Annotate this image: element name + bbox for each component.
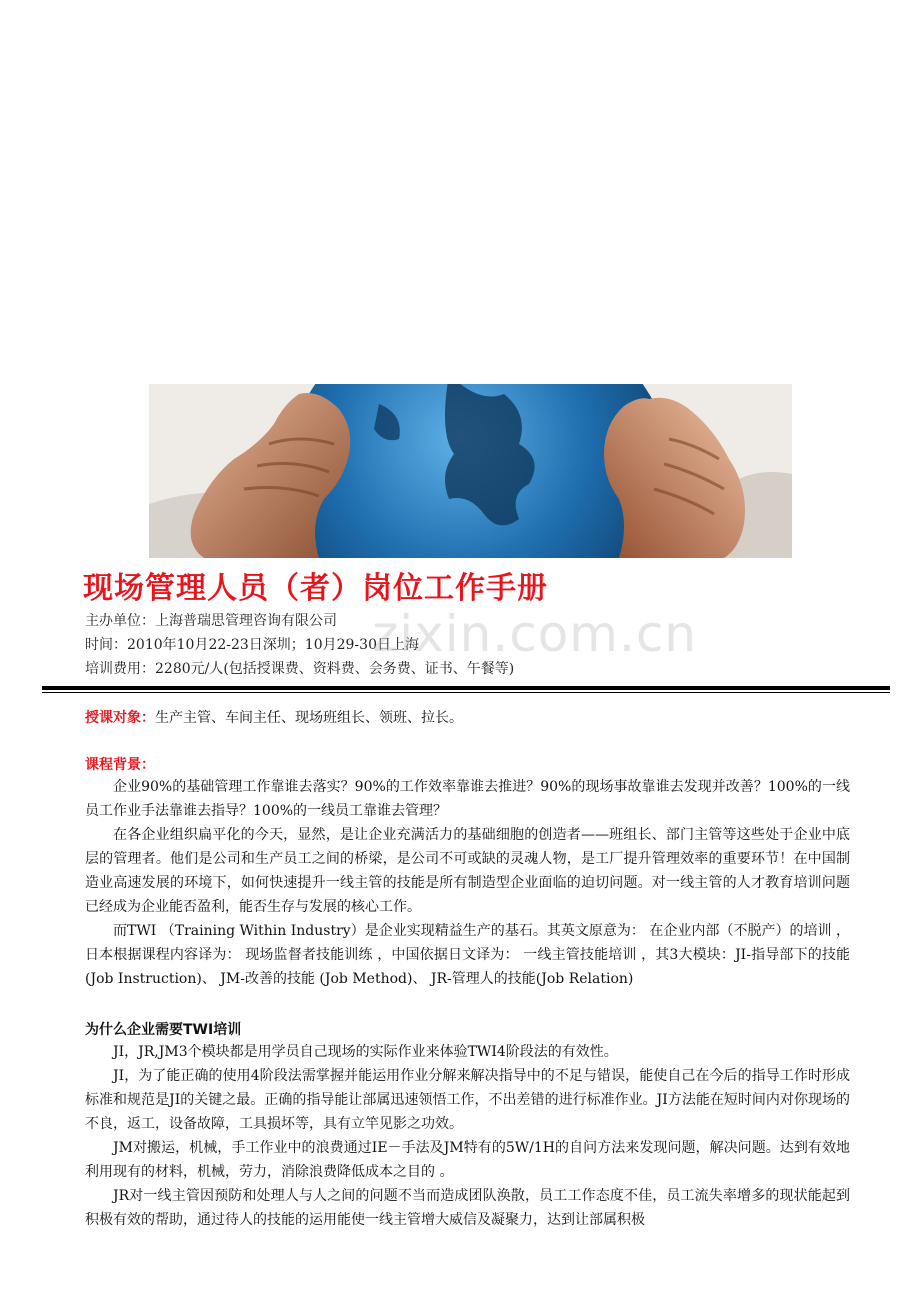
divider-thick	[42, 686, 890, 690]
background-paragraph-2: 在各企业组织扁平化的今天，显然，是让企业充满活力的基础细胞的创造者——班组长、部门主管等这些处于企业中底层的管理者。他们是公司和生产员工之间的桥梁，是公司不可或缺的灵魂人物，是工厂提升管理效率的重要环节！在中国制造业高速发展的环境下，如何快速提升一线主管的技能是所有制造型企业面临的迫切问题。对一线主管的人才教育培训问题已经成为企业能否盈利，能否生存与发展的核心工作。	[85, 827, 850, 915]
hero-image-globe-in-hands	[149, 384, 792, 558]
why-paragraph-jI: JI，为了能正确的使用4阶段法需掌握并能运用作业分解来解决指导中的不足与错误，能使自己在今后的指导工作时形成标准和规范是JI的关键之最。正确的指导能让部属迅速领悟工作，不出差错的进行标准作业。JI方法能在短时间内对你现场的不良，返工，设备故障，工具损坏等，具有立竿见影之功效。	[85, 1068, 850, 1132]
why-twi-heading: 为什么企业需要TWI培训	[85, 1022, 242, 1038]
document-title: 现场管理人员（者）岗位工作手册	[83, 571, 548, 606]
background-heading	[85, 754, 155, 774]
audience-label: 授课对象：	[85, 710, 155, 726]
time-line: 时间：2010年10月22-23日深圳；10月29-30日上海	[85, 637, 419, 653]
audience-line	[85, 707, 463, 727]
fee-line: 培训费用：2280元/人(包括授课费、资料费、会务费、证书、午餐等)	[85, 661, 515, 677]
why-paragraph-jm: JM对搬运，机械，手工作业中的浪费通过IE－手法及JM特有的5W/1H的自问方法来发现问题，解决问题。达到有效地利用现有的材料，机械，劳力，消除浪费降低成本之目的 。	[85, 1140, 850, 1180]
organizer-line: 主办单位：上海普瑞思管理咨询有限公司	[85, 613, 337, 629]
divider-thin	[42, 692, 890, 693]
background-label: 课程背景：	[85, 757, 155, 773]
background-paragraph-1: 企业90%的基础管理工作靠谁去落实？90%的工作效率靠谁去推进？90%的现场事故靠谁去发现并改善？100%的一线员工作业手法靠谁去指导？100%的一线员工靠谁去管理？	[85, 779, 850, 819]
why-paragraph-jr: JR对一线主管因预防和处理人与人之间的问题不当而造成团队涣散，员工工作态度不佳，员工流失率增多的现状能起到积极有效的帮助，通过待人的技能的运用能使一线主管增大威信及凝聚力，达到让部属积极	[85, 1188, 850, 1228]
why-paragraph-1: JI，JR,JM3个模块都是用学员自己现场的实际作业来体验TWI4阶段法的有效性。	[113, 1044, 618, 1060]
audience-text: 生产主管、车间主任、现场班组长、领班、拉长。	[155, 710, 463, 726]
background-paragraph-3: 而TWI （Training Within Industry）是企业实现精益生产的基石。其英文原意为： 在企业内部（不脱产）的培训 ，日本根据课程内容译为： 现场监督者技能训练 ，中国依据日文译为： 一线主管技能培训 ，其3大模块：JI-指导部下的技能 (Job Instruction)、 JM-改善的技能 (Job Method)、 JR-管理人的技能(Job Relation)	[85, 923, 850, 987]
watermark: zixin.com.cn	[372, 605, 698, 663]
